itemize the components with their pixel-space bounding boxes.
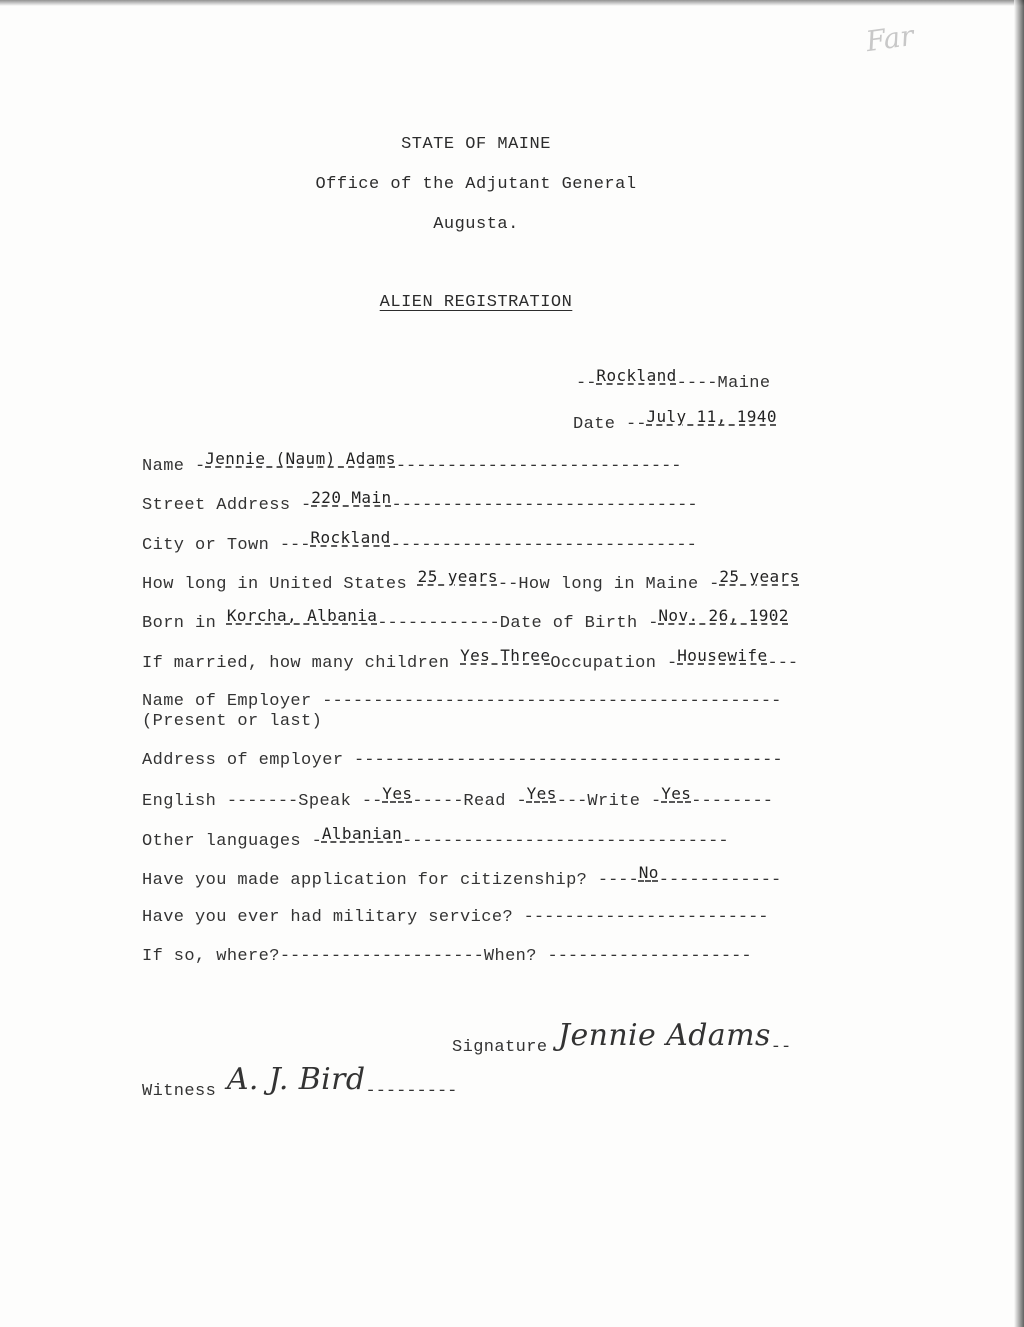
employer-sublabel: (Present or last) <box>142 712 323 731</box>
street-value: 220 Main <box>311 488 392 507</box>
family-line: If married, how many children Yes ThreeOccupation -Housewife--- <box>142 646 799 673</box>
read-value: Yes <box>526 784 557 803</box>
witness-label: Witness <box>142 1082 217 1101</box>
city-line: City or Town ---Rockland------------------------------ <box>142 528 697 555</box>
witness-line: Witness A. J. Bird--------- <box>142 1062 458 1101</box>
birth-line: Born in Korcha, Albania------------Date of Birth -Nov. 26, 1902 <box>142 606 789 633</box>
english-line: English -------Speak --Yes-----Read -Yes---Write -Yes-------- <box>142 784 773 811</box>
citizenship-line: Have you made application for citizenship? ----No------------ <box>142 863 782 890</box>
corner-pencil-note: Far <box>863 18 916 59</box>
citizenship-value: No <box>638 863 659 882</box>
languages-label: Other languages <box>142 832 302 851</box>
form-title: ALIEN REGISTRATION <box>379 293 573 312</box>
employer-address-label: Address of employer <box>142 751 344 770</box>
languages-line: Other languages -Albanian-------------------------------- <box>142 824 729 851</box>
city-value: Rockland <box>310 528 391 547</box>
write-label: Write <box>587 792 641 811</box>
maine-residence-value: 25 years <box>719 567 800 586</box>
us-residence-value: 25 years <box>417 567 498 586</box>
children-value: Yes Three <box>460 646 551 665</box>
born-in-value: Korcha, Albania <box>226 606 378 625</box>
military-where-line: If so, where?--------------------When? -------------------- <box>142 947 752 966</box>
header-city: Augusta. <box>433 215 519 234</box>
speak-label: Speak <box>298 792 352 811</box>
write-value: Yes <box>661 784 692 803</box>
date-line: Date --July 11, 1940 <box>573 407 777 434</box>
place-line: --Rockland----Maine <box>576 366 771 393</box>
born-in-label: Born in <box>142 614 217 633</box>
employer-line: Name of Employer --------------------------------------------- <box>142 692 782 711</box>
dob-value: Nov. 26, 1902 <box>658 606 789 625</box>
street-line: Street Address -220 Main------------------------------ <box>142 488 698 515</box>
name-value: Jennie (Naum) Adams <box>205 449 396 468</box>
signature-label: Signature <box>452 1038 548 1057</box>
employer-sub-line <box>142 712 322 736</box>
date-label: Date <box>573 415 616 434</box>
scan-edge-top <box>0 0 1024 6</box>
where-label: If so, where? <box>142 947 280 966</box>
header-state: STATE OF MAINE <box>401 135 551 154</box>
languages-value: Albanian <box>321 824 403 843</box>
children-label: If married, how many children <box>142 654 450 673</box>
place-town-value: Rockland <box>596 366 677 385</box>
header-office: Office of the Adjutant General <box>315 175 637 194</box>
citizenship-label: Have you made application for citizenship? <box>142 871 588 890</box>
us-residence-label: How long in United States <box>142 575 408 594</box>
military-label: Have you ever had military service? <box>142 908 514 927</box>
occupation-value: Housewife <box>677 646 768 665</box>
english-label: English <box>142 792 217 811</box>
employer-address-line: Address of employer ------------------------------------------ <box>142 751 783 770</box>
read-label: Read <box>463 792 506 811</box>
place-state-label: Maine <box>717 374 771 393</box>
employer-label: Name of Employer <box>142 692 312 711</box>
speak-value: Yes <box>382 784 413 803</box>
witness-signature: A. J. Bird <box>226 1062 366 1097</box>
city-label: City or Town <box>142 536 270 555</box>
when-label: When? <box>483 947 537 966</box>
signature-line: Signature Jennie Adams-- <box>452 1018 792 1057</box>
street-label: Street Address <box>142 496 291 515</box>
maine-residence-label: How long in Maine <box>518 575 699 594</box>
residence-line: How long in United States 25 years--How long in Maine -25 years <box>142 567 800 594</box>
military-line: Have you ever had military service? ------------------------ <box>142 908 769 927</box>
name-label: Name <box>142 457 185 476</box>
date-value: July 11, 1940 <box>646 407 777 426</box>
dob-label: Date of Birth <box>499 614 638 633</box>
name-line: Name -Jennie (Naum) Adams---------------------------- <box>142 449 682 476</box>
signature-value: Jennie Adams <box>558 1018 771 1053</box>
occupation-label: Occupation <box>550 654 657 673</box>
scan-edge-right <box>1014 0 1024 1327</box>
